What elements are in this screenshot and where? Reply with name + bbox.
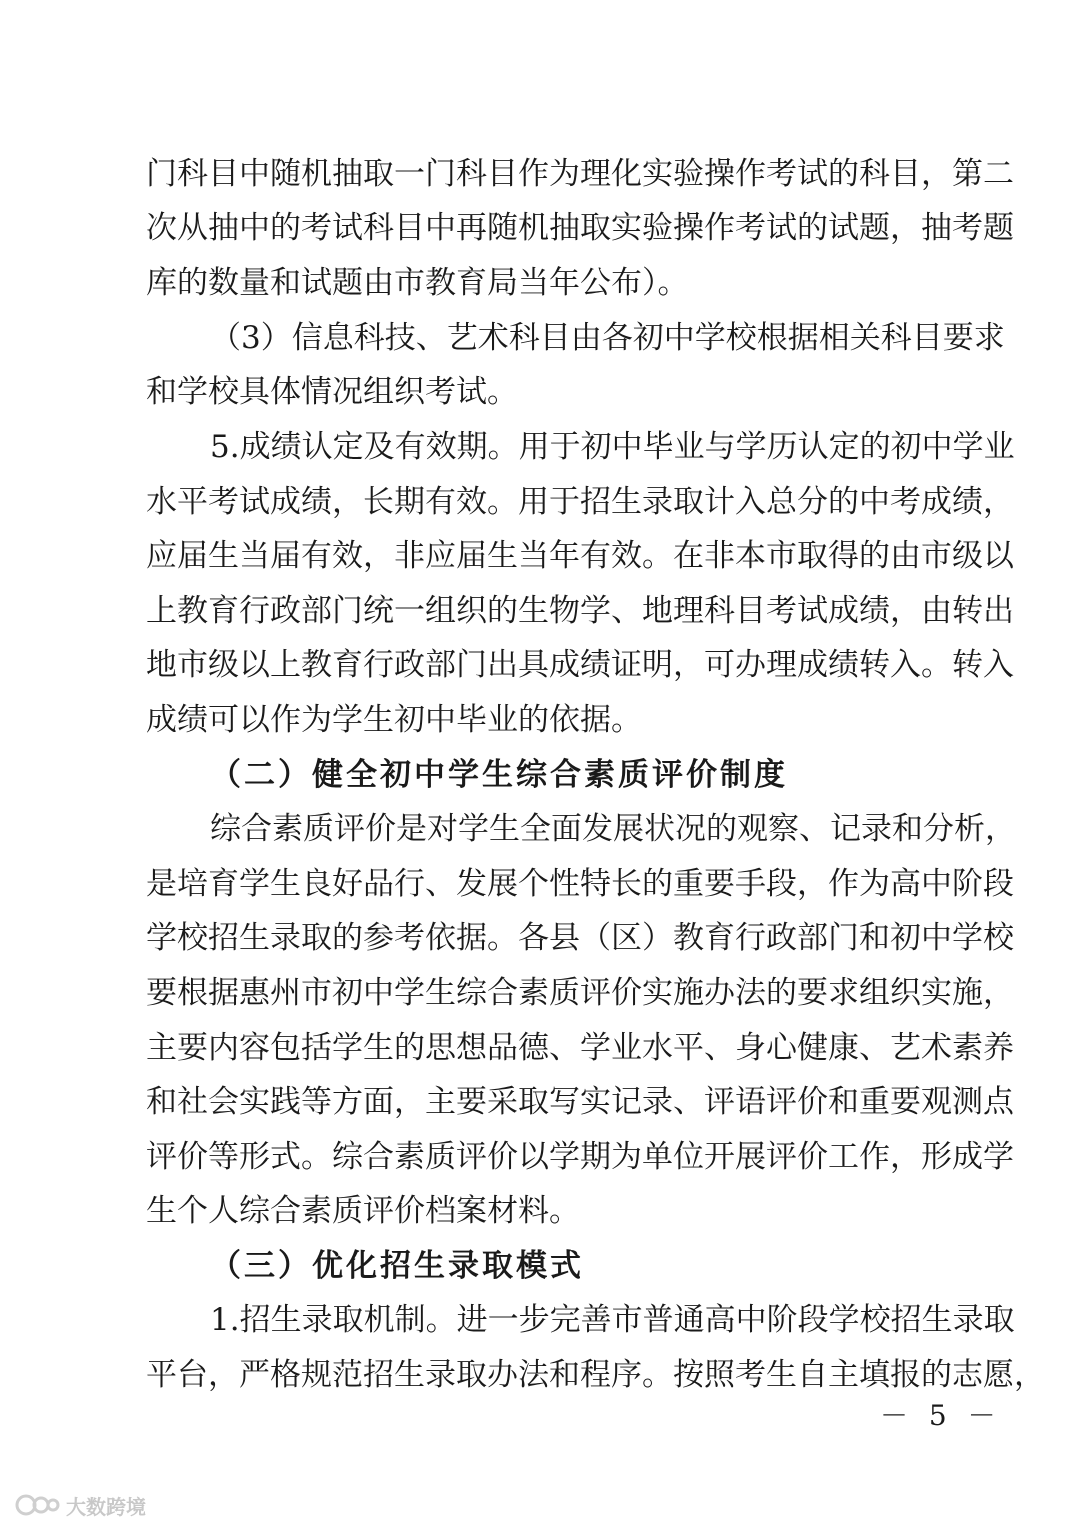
paragraph-line: 次从抽中的考试科目中再随机抽取实验操作考试的试题，抽考题 [146, 210, 1014, 246]
paragraph-line: 和社会实践等方面，主要采取写实记录、评语评价和重要观测点 [146, 1084, 1014, 1120]
paragraph-line: 上教育行政部门统一组织的生物学、地理科目考试成绩，由转出 [146, 593, 1014, 629]
paragraph-line: 门科目中随机抽取一门科目作为理化实验操作考试的科目，第二 [146, 156, 1014, 192]
paragraph-line: 平台，严格规范招生录取办法和程序。按照考生自主填报的志愿， [146, 1357, 1045, 1393]
paragraph-line: 学校招生录取的参考依据。各县（区）教育行政部门和初中学校 [146, 920, 1014, 956]
section-heading: （二）健全初中学生综合素质评价制度 [210, 757, 788, 793]
paragraph-line: 水平考试成绩，长期有效。用于招生录取计入总分的中考成绩， [146, 484, 1014, 520]
paragraph-line: 1.招生录取机制。进一步完善市普通高中阶段学校招生录取 [210, 1302, 1015, 1338]
paragraph-line: 成绩可以作为学生初中毕业的依据。 [146, 702, 642, 738]
paragraph-line: 主要内容包括学生的思想品德、学业水平、身心健康、艺术素养 [146, 1030, 1014, 1066]
paragraph-line: 评价等形式。综合素质评价以学期为单位开展评价工作，形成学 [146, 1139, 1014, 1175]
paragraph-line: 综合素质评价是对学生全面发展状况的观察、记录和分析， [210, 811, 1016, 847]
paragraph-line: 地市级以上教育行政部门出具成绩证明，可办理成绩转入。转入 [146, 647, 1014, 683]
paragraph-line: 应届生当届有效，非应届生当年有效。在非本市取得的由市级以 [146, 538, 1014, 574]
paragraph-line: （3）信息科技、艺术科目由各初中学校根据相关科目要求 [210, 320, 1005, 356]
paragraph-line: 要根据惠州市初中学生综合素质评价实施办法的要求组织实施， [146, 975, 1014, 1011]
paragraph-line: 生个人综合素质评价档案材料。 [146, 1193, 580, 1229]
paragraph-line: 5.成绩认定及有效期。用于初中毕业与学历认定的初中学业 [210, 429, 1015, 465]
paragraph-line: 库的数量和试题由市教育局当年公布）。 [146, 265, 689, 301]
watermark-logo-icon [14, 1492, 60, 1518]
watermark [14, 1490, 146, 1520]
page-number: － 5 － [880, 1399, 1002, 1432]
watermark-text: 大数跨境 [66, 1494, 146, 1519]
section-heading: （三）优化招生录取模式 [210, 1248, 584, 1284]
paragraph-line: 是培育学生良好品行、发展个性特长的重要手段，作为高中阶段 [146, 866, 1014, 902]
paragraph-line: 和学校具体情况组织考试。 [146, 374, 518, 410]
